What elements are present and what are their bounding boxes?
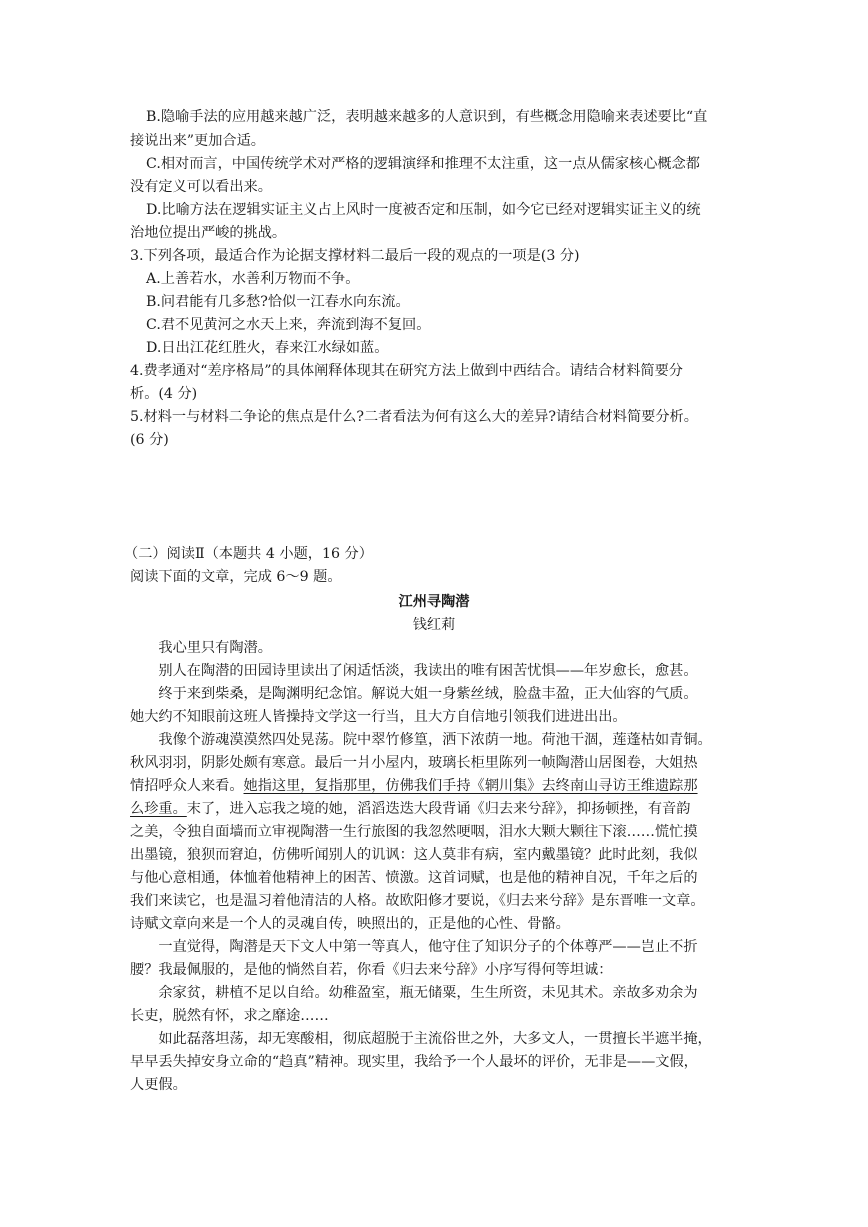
q2-option-c-line1: C.相对而言，中国传统学术对严格的逻辑演绎和推理不太注重，这一点从儒家核心概念都: [146, 156, 700, 172]
q2-option-b-line1: B.隐喻手法的应用越来越广泛，表明越来越多的人意识到，有些概念用隐喻来表述要比“直: [146, 109, 708, 125]
article-line-20: 人更假。: [130, 1077, 187, 1093]
q3-option-c: C.君不见黄河之水天上来，奔流到海不复回。: [146, 317, 431, 333]
article-line-17: 长吏，脱然有怀，求之靡途……: [130, 1008, 329, 1024]
article-line-8: [130, 798, 770, 821]
q5-line1: 5.材料一与材料二争论的焦点是什么?二者看法为何有这么大的差异?请结合材料简要分析。: [130, 409, 698, 425]
q4-line1: 4.费孝通对“差序格局”的具体阐释体现其在研究方法上做到中西结合。请结合材料简要分: [130, 363, 683, 379]
section2-heading: （二）阅读Ⅱ（本题共 4 小题，16 分）: [124, 546, 373, 562]
article-line-18: 如此磊落坦荡，却无寒酸相，彻底超脱于主流俗世之外，大多文人，一贯擅长半遮半掩，: [130, 1031, 712, 1047]
section2-instruction: 阅读下面的文章，完成 6～9 题。: [130, 569, 342, 585]
article-line-19: 早早丢失掉安身立命的“趋真”精神。现实里，我给予一个人最坏的评价，无非是——文假，: [130, 1054, 698, 1070]
article-author: 钱红莉: [412, 617, 456, 633]
article-line-7: [130, 775, 770, 798]
article-line-15: 腰？我最佩服的，是他的惝然自若，你看《归去来兮辞》小序写得何等坦诚：: [130, 962, 613, 978]
article-line-4: 她大约不知眼前这班人皆操持文学这一行当，且大方自信地引领我们进进出出。: [130, 709, 627, 725]
article-line-13: 诗赋文章向来是一个人的灵魂自传，映照出的，正是他的心性、骨骼。: [130, 916, 570, 932]
article-line-7-start: 情招呼众人来看。: [130, 778, 244, 794]
article-title: 江州寻陶潜: [398, 594, 470, 610]
article-line-16: 余家贫，耕植不足以自给。幼稚盈室，瓶无储粟，生生所资，未见其术。亲故多劝余为: [130, 985, 698, 1001]
q3-option-a: A.上善若水，水善利万物而不争。: [146, 271, 360, 287]
article-line-3: 终于来到柴桑，是陶渊明纪念馆。解说大姐一身紫丝绒，脸盘丰盈，正大仙容的气质。: [130, 686, 698, 702]
article-line-1: 我心里只有陶潜。: [130, 640, 272, 656]
article-line-12: 我们来读它，也是温习着他清洁的人格。故欧阳修才要说，《归去来兮辞》是东晋唯一文章。: [130, 893, 705, 909]
article-line-2: 别人在陶潜的田园诗里读出了闲适恬淡，我读出的唯有困苦忧惧——年岁愈长，愈甚。: [130, 663, 698, 679]
q2-option-b-line2: 接说出来”更加合适。: [130, 133, 265, 149]
q3-option-b: B.问君能有几多愁?恰似一江春水向东流。: [146, 294, 410, 310]
q2-option-c-line2: 没有定义可以看出来。: [130, 179, 272, 195]
q2-option-d-line2: 治地位提出严峻的挑战。: [130, 225, 287, 241]
article-line-11: 与他心意相通，体恤着他精神上的困苦、愤激。这首词赋，也是他的精神自况，千年之后的: [130, 870, 698, 886]
article-line-6: 秋风羽羽，阴影处颇有寒意。最后一爿小屋内，玻璃长柜里陈列一帧陶潜山居图卷，大姐热: [130, 755, 698, 771]
article-line-9: 之美，令独自面墙而立审视陶潜一生行旅图的我忽然哽咽，泪水大颗大颗往下滚……慌忙摸: [130, 824, 698, 840]
underlined-sentence-part2: 么珍重。: [130, 801, 187, 817]
article-line-10: 出墨镜，狼狈而窘迫，仿佛听闻别人的讥讽：这人莫非有病，室内戴墨镜？此时此刻，我似: [130, 847, 698, 863]
q3-option-d: D.日出江花红胜火，春来江水绿如蓝。: [146, 340, 389, 356]
article-line-8-rest: 末了，进入忘我之境的她，滔滔迭迭大段背诵《归去来兮辞》，抑扬顿挫，有音韵: [186, 801, 691, 817]
underlined-sentence-part1: 她指这里，复指那里，仿佛我们手持《辋川集》去终南山寻访王维遗踪那: [243, 778, 698, 794]
q5-line2: (6 分): [130, 432, 169, 448]
q4-line2: 析。(4 分): [130, 386, 198, 402]
q2-option-d-line1: D.比喻方法在逻辑实证主义占上风时一度被否定和压制，如今它已经对逻辑实证主义的统: [146, 202, 701, 218]
article-line-5: 我像个游魂漠漠然四处晃荡。院中翠竹修篁，洒下浓荫一地。荷池干涸，莲蓬枯如青铜。: [130, 732, 712, 748]
q3-stem: 3.下列各项，最适合作为论据支撑材料二最后一段的观点的一项是(3 分): [130, 248, 580, 264]
article-line-14: 一直觉得，陶潜是天下文人中第一等真人，他守住了知识分子的个体尊严——岂止不折: [130, 939, 698, 955]
